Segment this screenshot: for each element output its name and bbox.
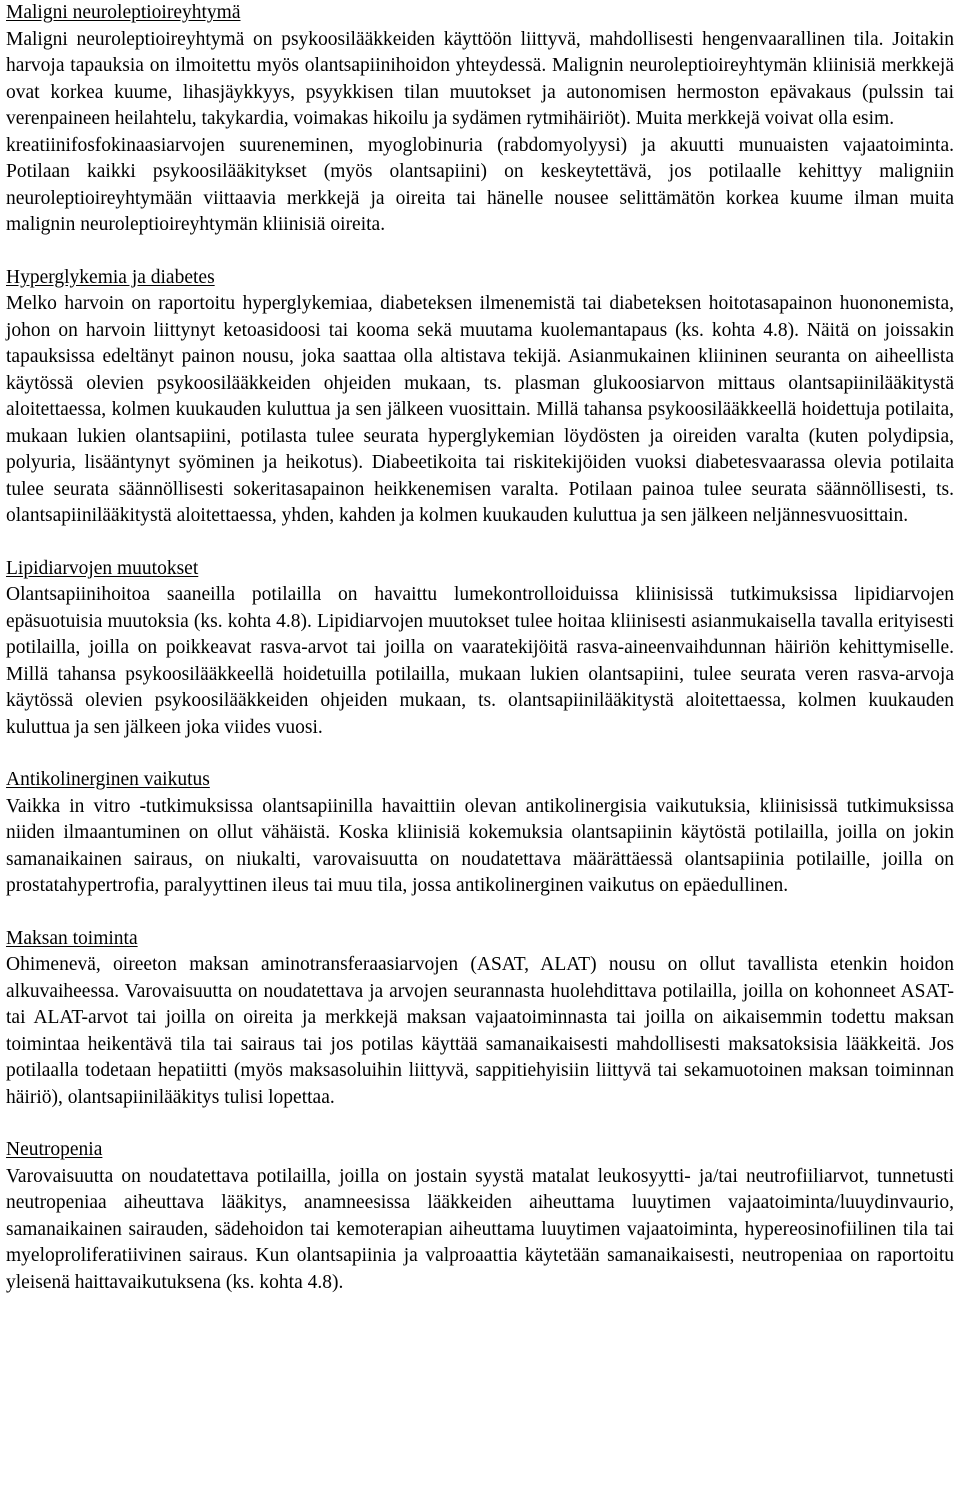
paragraph: Vaikka in vitro -tutkimuksissa olantsapiinilla havaittiin olevan antikolinergisia vaikutuksia, kliinisissä tutkimuksissa niiden ilmaantuminen on ollut vähäistä. Koska kliinisiä kokemuksia olantsapiinin käytöstä potilailla, joilla on jokin samanaikainen sairaus, on niukalti, varovaisuutta on noudatettava määrättäessä olantsapiinia potilaille, joilla on prostatahypertrofia, paralyyttinen ileus tai muu tila, jossa antikolinerginen vaikutus on epäedullinen.: [6, 795, 954, 896]
section-hyperglycemia: [6, 265, 954, 530]
section-heading: Neutropenia: [6, 1139, 103, 1160]
section-neutropenia: [6, 1137, 954, 1296]
section-heading: Hyperglykemia ja diabetes: [6, 266, 215, 288]
section-heading: Maksan toiminta: [6, 927, 138, 949]
section-heading: Lipidiarvojen muutokset: [6, 557, 199, 579]
paragraph: Olantsapiinihoitoa saaneilla potilailla on havaittu lumekontrolloiduissa kliinisissä tutkimuksissa lipidiarvojen epäsuotuisia muutoksia (ks. kohta 4.8). Lipidiarvojen muutokset tulee hoitaa kliinisesti asianmukaisella tavalla erityisesti potilailla, joilla on poikkeavat rasva-arvot tai joilla on vaaratekijöitä rasva-aineenvaihdunnan häiriön kehittymiselle. Millä tahansa psykoosilääkkeellä hoidetuilla potilailla, mukaan lukien olantsapiini, tulee seurata veren rasva-arvoja käytössä olevien psykoosilääkkeiden ohjeiden mukaan, ts. olantsapiinilääkitystä aloitettaessa, kolmen kuukauden kuluttua ja sen jälkeen joka viides vuosi.: [6, 584, 954, 738]
section-liver: [6, 926, 954, 1112]
paragraph: Maligni neuroleptioireyhtymä on psykoosilääkkeiden käyttöön liittyvä, mahdollisesti hengenvaarallinen tila. Joitakin harvoja tapauksia on ilmoitettu myös olantsapiinihoidon yhteydessä. Malignin neuroleptioireyhtymän kliinisiä merkkejä ovat korkea kuume, lihasjäykkyys, psyykkisen tilan muutokset ja autonomisen hermoston epävakaus (pulssin tai verenpaineen heilahtelu, takykardia, voimakas hikoilu ja sydämen rytmihäiriöt). Muita merkkejä voivat olla esim.: [6, 28, 954, 129]
section-lipids: [6, 556, 954, 742]
section-heading: Antikolinerginen vaikutus: [6, 769, 210, 790]
section-nms: [6, 0, 954, 239]
paragraph: Melko harvoin on raportoitu hyperglykemiaa, diabeteksen ilmenemistä tai diabeteksen hoitotasapainon huononemista, johon on harvoin liittynyt ketoasidoosi tai kooma sekä muutama kuolemantapaus (ks. kohta 4.8). Näitä on joissakin tapauksissa edeltänyt painon nousu, joka saattaa olla altistava tekijä. Asianmukainen kliininen seuranta on aiheellista käytössä olevien psykoosilääkkeiden ohjeiden mukaan, ts. plasman glukoosiarvon mittaus olantsapiinilääkitystä aloitettaessa, kolmen kuukauden kuluttua ja sen jälkeen vuosittain. Millä tahansa psykoosilääkkeellä hoidettuja potilaita, mukaan lukien olantsapiini, potilasta tulee seurata hyperglykemian löydösten ja oireiden varalta (kuten polydipsia, polyuria, lisääntynyt syöminen ja heikotus). Diabeetikoita tai riskitekijöiden vuoksi diabetesvaarassa olevia potilaita tulee seurata säännöllisesti sokeritasapainon heikkenemisen varalta. Potilaan painoa tulee seurata säännöllisesti, ts. olantsapiinilääkitystä aloitettaessa, yhden, kahden ja kolmen kuukauden kuluttua ja sen jälkeen neljännesvuosittain.: [6, 293, 954, 526]
document-page: [6, 0, 954, 1296]
section-anticholinergic: [6, 767, 954, 900]
section-heading: Maligni neuroleptioireyhtymä: [6, 2, 241, 23]
paragraph: kreatiinifosfokinaasiarvojen suureneminen, myoglobinuria (rabdomyolyysi) ja akuutti munuaisten vajaatoiminta. Potilaan kaikki psykoosilääkitykset (myös olantsapiini) on keskeytettävä, jos potilaalle kehittyy maligniin neuroleptioireyhtymään viittaavia merkkejä ja oireita tai hänelle nousee selittämätön korkea kuume ilman muita malignin neuroleptioireyhtymän kliinisiä oireita.: [6, 134, 954, 235]
paragraph: Varovaisuutta on noudatettava potilailla, joilla on jostain syystä matalat leukosyytti- ja/tai neutrofiiliarvot, tunnetusti neutropeniaa aiheuttava lääkitys, anamneesissa lääkkeiden aiheuttama luuytimen vajaatoiminta/luuydinvaurio, samanaikainen sairauden, sädehoidon tai kemoterapian aiheuttama luuytimen vajaatoiminta, hypereosinofiilinen tila tai myeloproliferatiivinen sairaus. Kun olantsapiinia ja valproaattia käytetään samanaikaisesti, neutropeniaa on raportoitu yleisenä haittavaikutuksena (ks. kohta 4.8).: [6, 1165, 954, 1293]
paragraph: Ohimenevä, oireeton maksan aminotransferaasiarvojen (ASAT, ALAT) nousu on ollut tavallista etenkin hoidon alkuvaiheessa. Varovaisuutta on noudatettava ja arvojen seurannasta huolehdittava potilailla, joilla on kohonneet ASAT- tai ALAT-arvot tai joilla on oireita ja merkkejä maksan vajaatoiminnasta tai joilla on aikaisemmin todettu maksan toimintaa heikentävä tila tai sairaus tai jos potilas käyttää samanaikaisesti mahdollisesti maksatoksisia lääkkeitä. Jos potilaalla todetaan hepatiitti (myös maksasoluihin liittyvä, sappitiehyisiin liittyvä tai sekamuotoinen maksan toiminnan häiriö), olantsapiinilääkitys tulisi lopettaa.: [6, 954, 954, 1108]
